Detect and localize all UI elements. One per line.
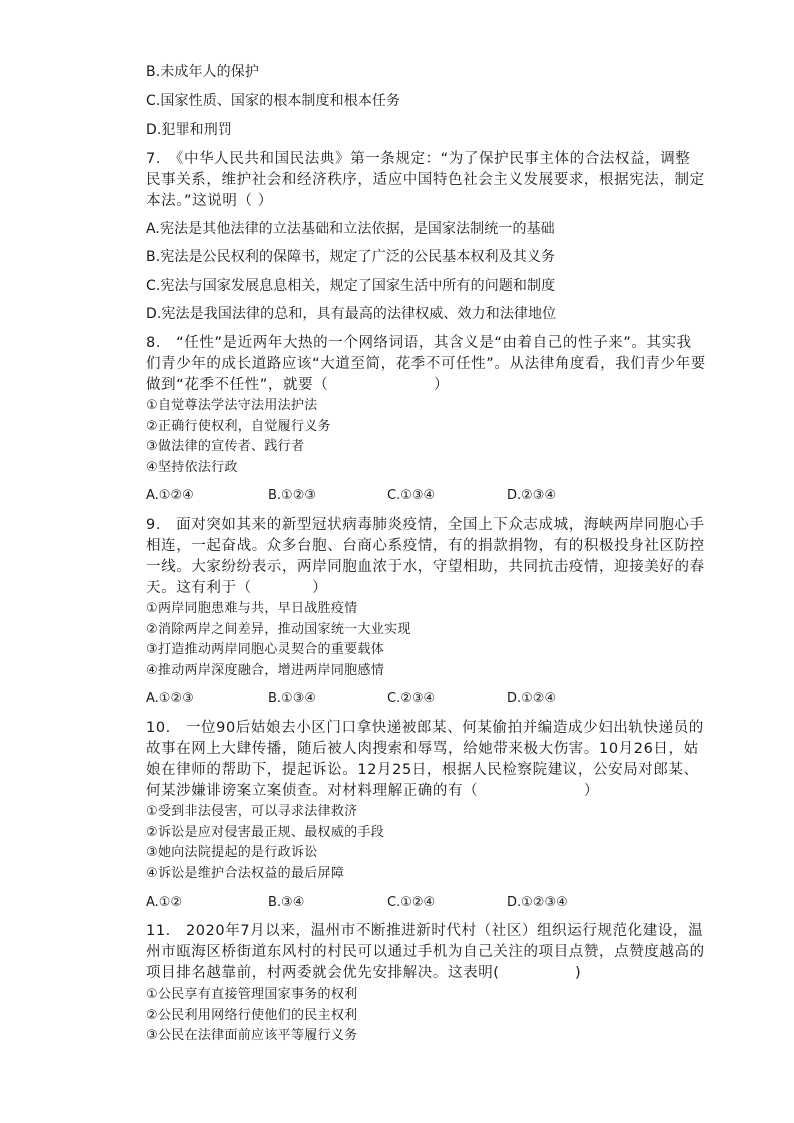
q10-choice-a: A.①② [146, 895, 183, 910]
q9-stem-line: 一线。大家纷纷表示，两岸同胞血浓于水，守望相助，共同抗击疫情，迎接美好的春 [146, 559, 705, 575]
q7-stem-line: 本法。”这说明（ ） [146, 193, 273, 209]
q7-option-d: D.宪法是我国法律的总和，具有最高的法律权威、效力和法律地位 [146, 306, 557, 322]
q10-choice-b: B.③④ [268, 895, 305, 910]
q8-statement-1: ①自觉尊法学法守法用法护法 [146, 398, 318, 413]
q11-statement-1: ①公民享有直接管理国家事务的权利 [146, 987, 358, 1002]
q10-statement-1: ①受到非法侵害，可以寻求法律救济 [146, 804, 358, 819]
q10-statement-3: ③她向法院提起的是行政诉讼 [146, 845, 318, 860]
prev-option-c: C.国家性质、国家的根本制度和根本任务 [146, 93, 401, 109]
q10-statement-2: ②诉讼是应对侵害最正规、最权威的手段 [146, 825, 385, 840]
q7-option-b: B.宪法是公民权利的保障书，规定了广泛的公民基本权利及其义务 [146, 249, 556, 265]
q9-stem-line: 天。这有利于（ ） [146, 580, 328, 596]
q9-statement-3: ③打造推动两岸同胞心灵契合的重要载体 [146, 642, 385, 657]
q11-stem-line: 项目排名越靠前，村两委就会优先安排解决。这表明( ) [146, 965, 582, 981]
q8-choices [146, 487, 666, 505]
q8-stem-line: 8. “任性”是近两年大热的一个网络词语，其含义是“由着自己的性子来”。其实我 [146, 335, 692, 351]
prev-option-d: D.犯罪和刑罚 [146, 122, 232, 138]
q8-stem-line: 做到“花季不任性”，就要（ ） [146, 377, 450, 393]
q7-stem-line: 民事关系，维护社会和经济秩序，适应中国特色社会主义发展要求，根据宪法，制定 [146, 172, 705, 188]
prev-option-b: B.未成年人的保护 [146, 64, 259, 80]
q10-stem-line: 何某涉嫌诽谤案立案侦查。对材料理解正确的有（ ） [146, 783, 599, 799]
q9-choice-c: C.②③④ [387, 691, 436, 706]
q9-choices [146, 690, 666, 708]
q9-choice-a: A.①②③ [146, 691, 194, 706]
q7-stem-line: 7. 《中华人民共和国民法典》第一条规定：“为了保护民事主体的合法权益，调整 [146, 151, 691, 167]
q8-choice-b: B.①②③ [268, 488, 317, 503]
q9-statement-4: ④推动两岸深度融合，增进两岸同胞感情 [146, 663, 385, 678]
q7-option-a: A.宪法是其他法律的立法基础和立法依据，是国家法制统一的基础 [146, 221, 555, 237]
q10-stem-line: 故事在网上大肆传播，随后被人肉搜索和辱骂，给她带来极大伤害。10月26日，姑 [146, 741, 699, 757]
q8-statement-2: ②正确行使权利，自觉履行义务 [146, 419, 331, 434]
q10-stem-line: 娘在律师的帮助下，提起诉讼。12月25日，根据人民检察院建议，公安局对郎某、 [146, 762, 699, 778]
q10-stem-line: 10. 一位90后姑娘去小区门口拿快递被郎某、何某偷拍并编造成少妇出轨快递员的 [146, 720, 704, 736]
q8-choice-d: D.②③④ [507, 488, 557, 503]
q10-choice-d: D.①②③④ [507, 895, 568, 910]
q9-statement-2: ②消除两岸之间差异，推动国家统一大业实现 [146, 622, 411, 637]
q8-choice-a: A.①②④ [146, 488, 194, 503]
q9-choice-d: D.①②④ [507, 691, 557, 706]
q8-choice-c: C.①③④ [387, 488, 436, 503]
q9-statement-1: ①两岸同胞患难与共，早日战胜疫情 [146, 601, 358, 616]
q10-choice-c: C.①②④ [387, 895, 436, 910]
q8-statement-4: ④坚持依法行政 [146, 460, 238, 475]
q11-statement-3: ③公民在法律面前应该平等履行义务 [146, 1028, 358, 1043]
q11-statement-2: ②公民利用网络行使他们的民主权利 [146, 1008, 358, 1023]
q7-option-c: C.宪法与国家发展息息相关，规定了国家生活中所有的问题和制度 [146, 278, 556, 294]
q8-statement-3: ③做法律的宣传者、践行者 [146, 439, 305, 454]
q11-stem-line: 11. 2020年7月以来，温州市不断推进新时代村（社区）组织运行规范化建设，温 [146, 923, 704, 939]
q10-statement-4: ④诉讼是维护合法权益的最后屏障 [146, 866, 345, 881]
q9-stem-line: 9. 面对突如其来的新型冠状病毒肺炎疫情，全国上下众志成城，海峡两岸同胞心手 [146, 517, 705, 533]
q9-stem-line: 相连，一起奋战。众多台胞、台商心系疫情，有的捐款捐物，有的积极投身社区防控 [146, 538, 705, 554]
q10-choices [146, 894, 666, 912]
q8-stem-line: 们青少年的成长道路应该“大道至简，花季不可任性”。从法律角度看，我们青少年要 [146, 356, 706, 372]
q11-stem-line: 州市瓯海区桥街道东风村的村民可以通过手机为自己关注的项目点赞，点赞度越高的 [146, 944, 705, 960]
q9-choice-b: B.①③④ [268, 691, 317, 706]
